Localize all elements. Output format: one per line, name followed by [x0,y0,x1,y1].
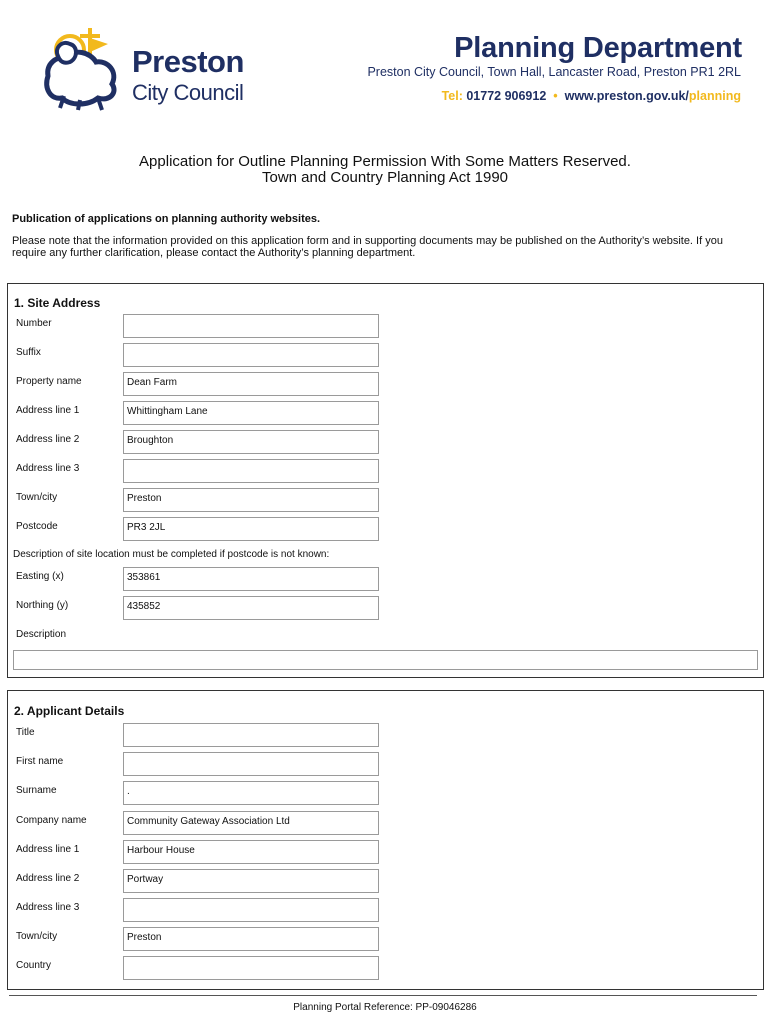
publication-heading: Publication of applications on planning authority websites. [12,213,321,225]
website-base: www.preston.gov.uk/ [564,89,689,103]
applicant-details-section [7,690,764,990]
location-note: Description of site location must be completed if postcode is not known: [13,549,330,560]
site-address-line1-field[interactable]: Whittingham Lane [123,401,379,425]
tel-number: 01772 906912 [466,89,547,103]
section-heading: 1. Site Address [14,296,101,310]
site-suffix-field[interactable] [123,343,379,367]
logo-wordmark-city-council: City Council [132,80,244,105]
field-label: Country [16,960,52,971]
field-label: Address line 2 [16,873,80,884]
applicant-first-name-field[interactable] [123,752,379,776]
site-town-field[interactable]: Preston [123,488,379,512]
field-label: Property name [16,376,82,387]
website-path: planning [688,89,741,103]
site-address-section [7,283,764,678]
field-label: Town/city [16,931,58,942]
logo-wordmark-preston: Preston [132,44,244,79]
field-label: Address line 3 [16,902,80,913]
applicant-address-line2-field[interactable]: Portway [123,869,379,893]
easting-field[interactable]: 353861 [123,567,379,591]
publication-note: Please note that the information provided on this application form and in supporting documents may be published on the Authority’s website. If you require any further clarification, please contact the Authority’s planning department. [12,235,723,259]
northing-field[interactable]: 435852 [123,596,379,620]
field-label: Description [16,629,67,640]
applicant-company-field[interactable]: Community Gateway Association Ltd [123,811,379,835]
field-label: Surname [16,785,57,796]
site-description-field[interactable] [13,650,758,670]
field-label: Town/city [16,492,58,503]
department-title: Planning Department [454,32,742,64]
site-property-name-field[interactable]: Dean Farm [123,372,379,396]
form-title-line2: Town and Country Planning Act 1990 [262,169,508,186]
field-label: Easting (x) [16,571,64,582]
tel-label: Tel: [441,89,463,103]
applicant-country-field[interactable] [123,956,379,980]
field-label: First name [16,756,64,767]
department-address: Preston City Council, Town Hall, Lancaster Road, Preston PR1 2RL [367,65,741,79]
applicant-title-field[interactable] [123,723,379,747]
applicant-address-line3-field[interactable] [123,898,379,922]
department-contact [442,89,741,103]
contact-separator: • [553,89,558,103]
applicant-surname-field[interactable]: . [123,781,379,805]
lamb-crest-icon [40,26,132,112]
field-label: Number [16,318,52,329]
applicant-town-field[interactable]: Preston [123,927,379,951]
site-postcode-field[interactable]: PR3 2JL [123,517,379,541]
field-label: Postcode [16,521,58,532]
letterhead [0,0,770,125]
applicant-address-line1-field[interactable]: Harbour House [123,840,379,864]
field-label: Address line 1 [16,844,80,855]
website-link[interactable] [565,89,741,103]
field-label: Company name [16,815,87,826]
footer-divider [9,995,757,996]
field-label: Suffix [16,347,41,358]
field-label: Address line 2 [16,434,80,445]
field-label: Address line 3 [16,463,80,474]
field-label: Address line 1 [16,405,80,416]
field-label: Northing (y) [16,600,69,611]
site-number-field[interactable] [123,314,379,338]
council-logo [40,26,255,112]
portal-reference: Planning Portal Reference: PP-09046286 [293,1002,477,1013]
section-heading: 2. Applicant Details [14,704,125,718]
field-label: Title [16,727,35,738]
form-title-line1: Application for Outline Planning Permission With Some Matters Reserved. [139,153,631,170]
site-address-line3-field[interactable] [123,459,379,483]
site-address-line2-field[interactable]: Broughton [123,430,379,454]
